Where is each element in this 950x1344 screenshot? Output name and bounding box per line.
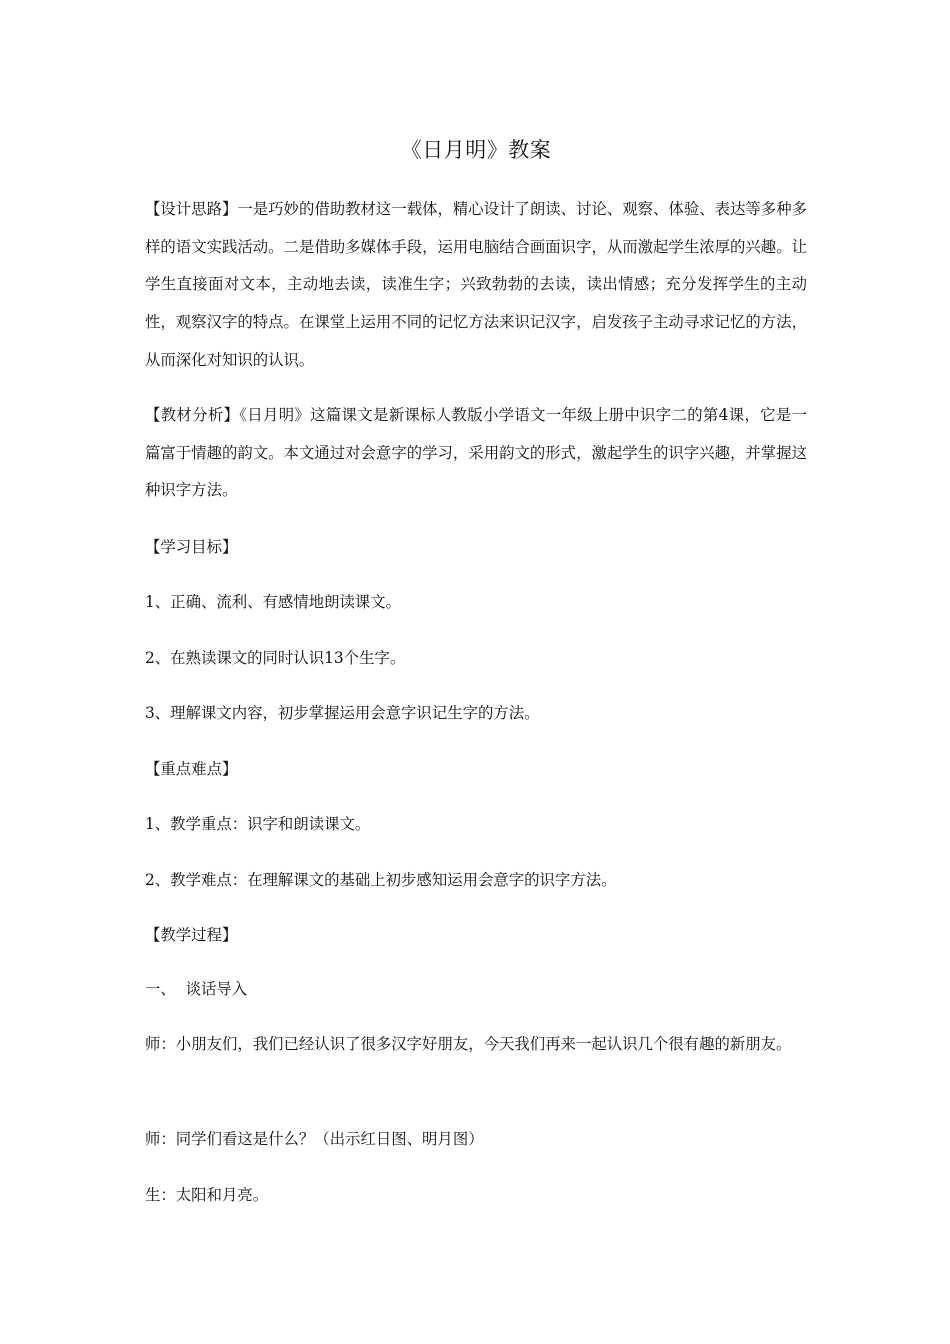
- document-title: 《日月明》教案: [400, 138, 552, 162]
- objective-item-3: 3、理解课文内容，初步掌握运用会意字识记生字的方法。: [145, 704, 540, 722]
- teacher-line-1: 师：小朋友们，我们已经认识了很多汉字好朋友，今天我们再来一起认识几个很有趣的新朋友。: [145, 1035, 792, 1053]
- process-heading: 【教学过程】: [145, 926, 238, 944]
- keypoint-item-1: 1、教学重点：识字和朗读课文。: [145, 815, 371, 833]
- objective-item-1: 1、正确、流利、有感情地朗读课文。: [145, 593, 402, 611]
- keypoints-heading: 【重点难点】: [145, 760, 238, 778]
- teacher-line-2: 师：同学们看这是什么？（出示红日图、明月图）: [145, 1130, 484, 1148]
- objective-item-2: 2、在熟读课文的同时认识13个生字。: [145, 649, 406, 667]
- process-step-1: 一、 谈话导入: [145, 980, 248, 998]
- design-paragraph: 【设计思路】一是巧妙的借助教材这一载体，精心设计了朗读、讨论、观察、体验、表达等多种多样的语文实践活动。二是借助多媒体手段，运用电脑结合画面识字，从而激起学生浓厚的兴趣。让学生直接面对文本，主动地去读，读准生字；兴致勃勃的去读，读出情感；充分发挥学生的主动性，观察汉字的特点。在课堂上运用不同的记忆方法来识记汉字，启发孩子主动寻求记忆的方法，从而深化对知识的认识。: [145, 200, 807, 369]
- student-line-1: 生：太阳和月亮。: [145, 1186, 269, 1204]
- analysis-paragraph: 【教材分析】《日月明》这篇课文是新课标人教版小学语文一年级上册中识字二的第4课，它是一篇富于情趣的韵文。本文通过对会意字的学习，采用韵文的形式，激起学生的识字兴趣，并掌握这种识字方法。: [145, 406, 807, 500]
- objectives-heading: 【学习目标】: [145, 538, 238, 556]
- keypoint-item-2: 2、教学难点：在理解课文的基础上初步感知运用会意字的识字方法。: [145, 871, 617, 889]
